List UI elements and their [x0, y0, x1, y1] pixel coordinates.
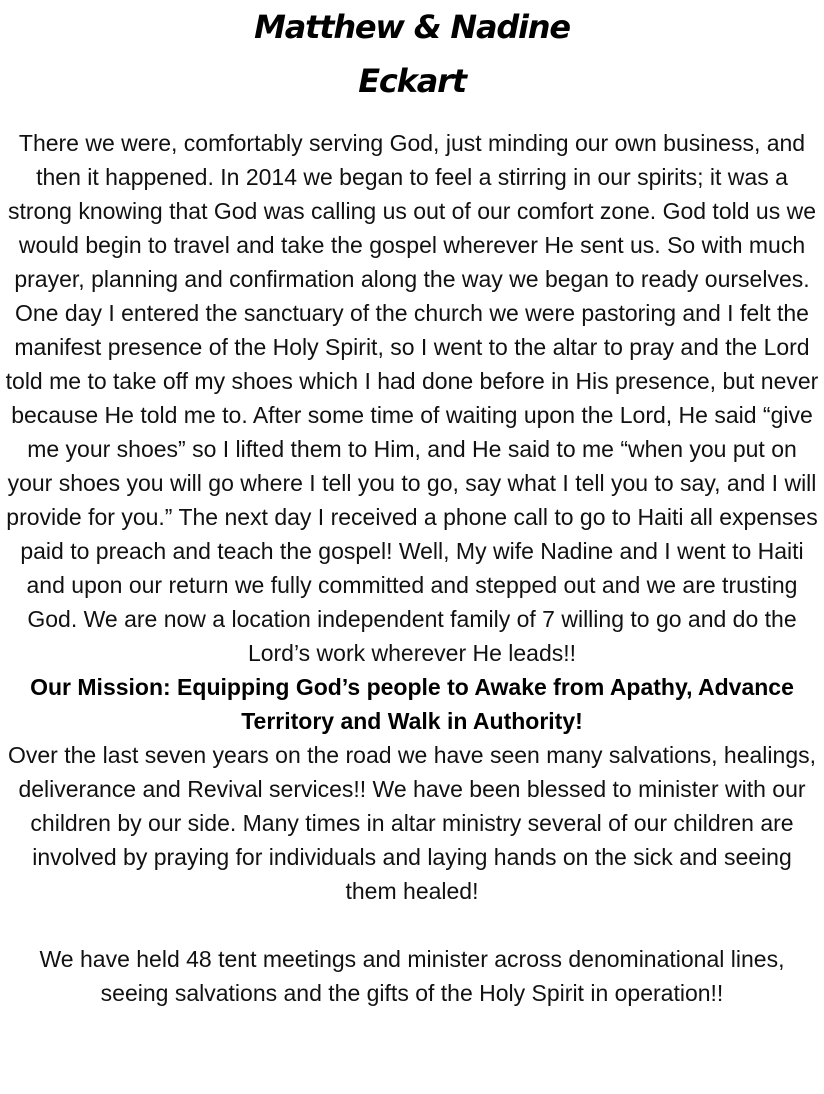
mission-statement: Our Mission: Equipping God’s people to Awake from Apathy, Advance Territory and Walk in Authority!	[30, 674, 794, 734]
ministry-paragraph: Over the last seven years on the road we have seen many salvations, healings, deliverance and Revival services!! We have been blessed to minister with our children by our side. Many times in altar ministry several of our children are involved by praying for individuals and laying hands on the sick and seeing them healed!	[7, 742, 816, 904]
page-title	[0, 0, 824, 108]
tent-meetings-paragraph: We have held 48 tent meetings and minister across denominational lines, seeing salvations and the gifts of the Holy Spirit in operation!!	[39, 946, 785, 1006]
body-text	[4, 126, 820, 1010]
title-line-surname: Eckart	[358, 62, 466, 100]
story-paragraph: There we were, comfortably serving God, just minding our own business, and then it happened. In 2014 we began to feel a stirring in our spirits; it was a strong knowing that God was calling us out of our comfort zone. God told us we would begin to travel and take the gospel wherever He sent us. So with much prayer, planning and confirmation along the way we began to ready ourselves. One day I entered the sanctuary of the church we were pastoring and I felt the manifest presence of the Holy Spirit, so I went to the altar to pray and the Lord told me to take off my shoes which I had done before in His presence, but never because He told me to. After some time of waiting upon the Lord, He said “give me your shoes” so I lifted them to Him, and He said to me “when you put on your shoes you will go where I tell you to go, say what I tell you to say, and I will provide for you.” The next day I received a phone call to go to Haiti all expenses paid to preach and teach the gospel! Well, My wife Nadine and I went to Haiti and upon our return we fully committed and stepped out and we are trusting God. We are now a location independent family of 7 willing to go and do the Lord’s work wherever He leads!!	[5, 130, 819, 666]
title-line-names: Matthew & Nadine	[254, 8, 570, 46]
paragraph-spacer	[4, 908, 820, 942]
